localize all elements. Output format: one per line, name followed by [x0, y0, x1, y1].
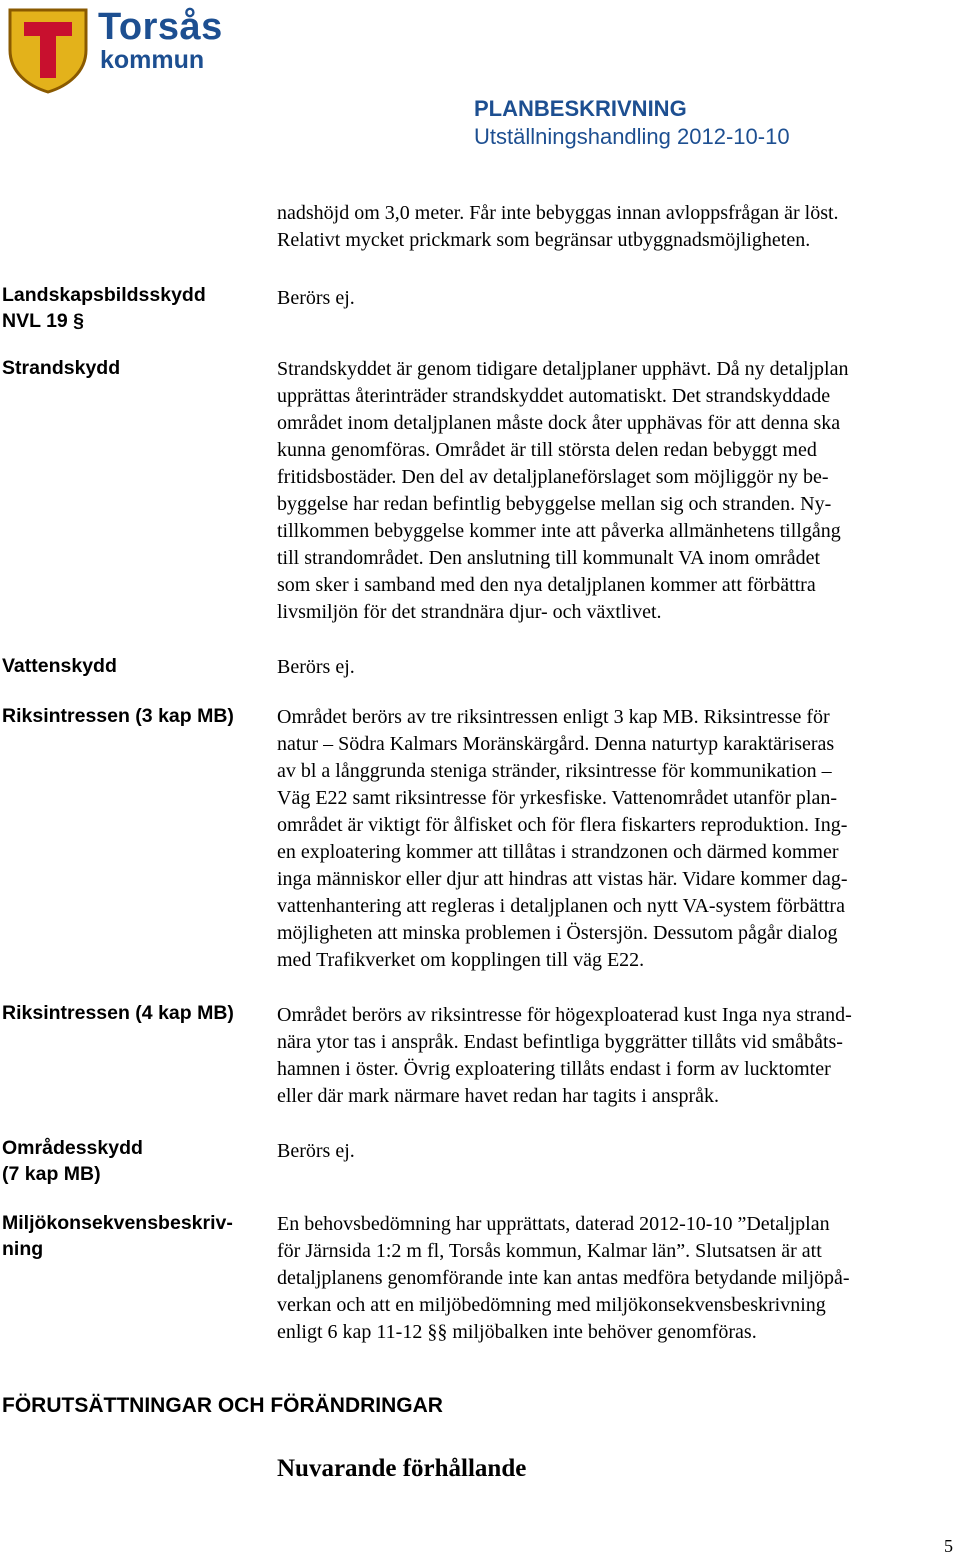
- omradesskydd-text: Berörs ej.: [277, 1140, 355, 1162]
- section-label-miljokonsekvensbeskrivning: [2, 1210, 264, 1262]
- document-type: PLANBESKRIVNING: [474, 96, 687, 121]
- text-line: Väg E22 samt riksintresse för yrkesfiske. Vattenområdet utanför plan-: [277, 787, 838, 809]
- label-line: NVL 19 §: [2, 310, 85, 332]
- vattenskydd-text: Berörs ej.: [277, 656, 355, 678]
- text-line: detaljplanens genomförande inte kan antas medföra betydande miljöpå-: [277, 1267, 850, 1289]
- text-line: livsmiljön för det strandnära djur- och växtlivet.: [277, 601, 662, 623]
- text-line: Relativt mycket prickmark som begränsar utbyggnadsmöjligheten.: [277, 229, 811, 251]
- text-line: för Järnsida 1:2 m fl, Torsås kommun, Kalmar län”. Slutsatsen är att: [277, 1240, 822, 1262]
- text-line: byggelse har redan befintlig bebyggelse mellan sig och stranden. Ny-: [277, 493, 832, 515]
- text-line: tillkommen bebyggelse kommer inte att påverka allmänhetens tillgång: [277, 520, 841, 542]
- section-label-strandskydd: Strandskydd: [2, 357, 121, 379]
- section-label-vattenskydd: Vattenskydd: [2, 655, 117, 677]
- text-line: av bl a långgrunda steniga stränder, riksintresse för kommunikation –: [277, 760, 832, 782]
- text-line: upprättas återinträder strandskyddet automatiskt. Det strandskyddade: [277, 385, 831, 407]
- label-line: (7 kap MB): [2, 1163, 101, 1185]
- section-label-landskapsbildsskydd: [2, 282, 264, 334]
- text-line: verkan och att en miljöbedömning med miljökonsekvensbeskrivning: [277, 1294, 826, 1316]
- riksintressen-4kap-paragraph: [277, 1002, 957, 1110]
- riksintressen-3kap-paragraph: [277, 704, 957, 974]
- label-line: ning: [2, 1238, 44, 1260]
- text-line: som sker i samband med den nya detaljplanen kommer att förbättra: [277, 574, 816, 596]
- text-line: möjligheten att minska problemen i Östersjön. Dessutom pågår dialog: [277, 922, 838, 944]
- document-stage: Utställningshandling 2012-10-10: [474, 124, 790, 149]
- text-line: med Trafikverket om kopplingen till väg E22.: [277, 949, 645, 971]
- section-label-riksintressen-4kap: Riksintressen (4 kap MB): [2, 1002, 234, 1024]
- text-line: Området berörs av riksintresse för högexploaterad kust Inga nya strand-: [277, 1004, 852, 1026]
- logo-name: Torsås: [98, 6, 223, 48]
- text-line: enligt 6 kap 11-12 §§ miljöbalken inte behöver genomföras.: [277, 1321, 757, 1343]
- text-line: inga människor eller djur att hindras att vistas här. Vidare kommer dag-: [277, 868, 848, 890]
- label-line: Miljökonsekvensbeskriv-: [2, 1212, 233, 1234]
- label-line: Landskapsbildsskydd: [2, 284, 206, 306]
- text-line: till strandområdet. Den anslutning till kommunalt VA inom området: [277, 547, 821, 569]
- miljokonsekvensbeskrivning-paragraph: [277, 1211, 957, 1346]
- text-line: hamnen i öster. Övrig exploatering tillåts endast i form av lucktomter: [277, 1058, 831, 1080]
- text-line: nära ytor tas i anspråk. Endast befintliga byggrätter tillåts vid småbåts-: [277, 1031, 843, 1053]
- text-line: området är viktigt för ålfisket och för flera fiskarters reproduktion. Ing-: [277, 814, 848, 836]
- landskapsbildsskydd-text: Berörs ej.: [277, 287, 355, 309]
- text-line: området inom detaljplanen måste dock åter upphävas för att denna ska: [277, 412, 841, 434]
- intro-paragraph: [277, 200, 957, 254]
- logo-subtitle: kommun: [100, 46, 205, 74]
- section-label-riksintressen-3kap: Riksintressen (3 kap MB): [2, 705, 234, 727]
- text-line: en exploatering kommer att tillåtas i strandzonen och därmed kommer: [277, 841, 839, 863]
- municipality-logo: [6, 6, 226, 96]
- label-line: Områdesskydd: [2, 1137, 143, 1159]
- strandskydd-paragraph: [277, 356, 957, 626]
- text-line: En behovsbedömning har upprättats, daterad 2012-10-10 ”Detaljplan: [277, 1213, 830, 1235]
- text-line: fritidsbostäder. Den del av detaljplaneförslaget som möjliggör ny be-: [277, 466, 829, 488]
- text-line: vattenhantering att regleras i detaljplanen och nytt VA-system förbättra: [277, 895, 845, 917]
- text-line: Området berörs av tre riksintressen enligt 3 kap MB. Riksintresse för: [277, 706, 830, 728]
- section-label-omradesskydd: [2, 1135, 264, 1187]
- page-number: 5: [944, 1536, 953, 1556]
- text-line: Strandskyddet är genom tidigare detaljplaner upphävt. Då ny detaljplan: [277, 358, 849, 380]
- section-heading: FÖRUTSÄTTNINGAR OCH FÖRÄNDRINGAR: [2, 1394, 443, 1417]
- text-line: eller där mark närmare havet redan har tagits i anspråk.: [277, 1085, 720, 1107]
- coat-of-arms-icon: [6, 6, 90, 94]
- text-line: natur – Södra Kalmars Moränskärgård. Denna naturtyp karaktäriseras: [277, 733, 835, 755]
- subsection-heading: Nuvarande förhållande: [277, 1455, 527, 1482]
- text-line: kunna genomföras. Området är till största delen redan bebyggt med: [277, 439, 817, 461]
- text-line: nadshöjd om 3,0 meter. Får inte bebyggas innan avloppsfrågan är löst.: [277, 202, 839, 224]
